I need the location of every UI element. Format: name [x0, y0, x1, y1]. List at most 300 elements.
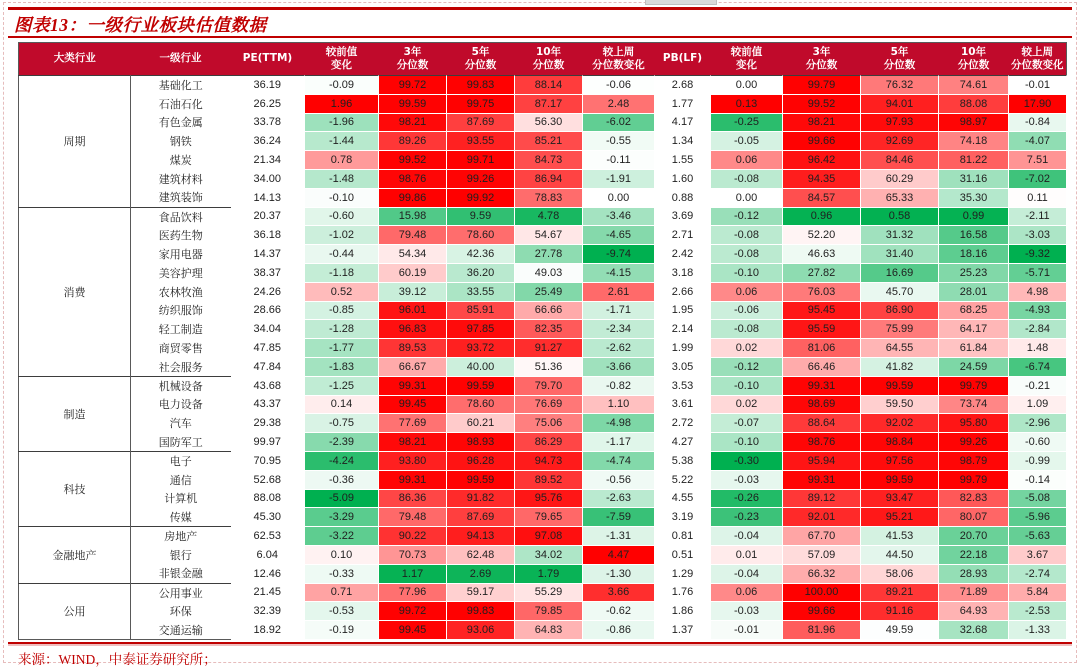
- value-cell: -0.60: [1009, 433, 1067, 452]
- value-cell: 0.00: [711, 76, 783, 95]
- industry-name: 机械设备: [131, 376, 231, 395]
- value-cell: 15.98: [379, 207, 447, 226]
- table-body: [19, 76, 1067, 640]
- value-cell: 31.40: [861, 245, 939, 264]
- table-row: [19, 602, 1067, 621]
- value-cell: 0.01: [711, 545, 783, 564]
- value-cell: 99.26: [447, 169, 515, 188]
- table-row: [19, 395, 1067, 414]
- value-cell: -5.63: [1009, 527, 1067, 546]
- value-cell: 57.09: [783, 545, 861, 564]
- value-cell: 59.50: [861, 395, 939, 414]
- value-cell: 99.45: [379, 621, 447, 640]
- value-cell: 79.65: [515, 508, 583, 527]
- column-header: 较前值 变化: [711, 43, 783, 76]
- value-cell: 88.08: [939, 94, 1009, 113]
- value-cell: 3.53: [655, 376, 711, 395]
- value-cell: 17.90: [1009, 94, 1067, 113]
- value-cell: 89.12: [783, 489, 861, 508]
- value-cell: -2.39: [305, 433, 379, 452]
- table-row: [19, 527, 1067, 546]
- value-cell: 98.76: [783, 433, 861, 452]
- value-cell: 98.76: [379, 169, 447, 188]
- value-cell: -0.82: [583, 376, 655, 395]
- value-cell: 46.63: [783, 245, 861, 264]
- value-cell: -0.10: [305, 188, 379, 207]
- value-cell: 0.06: [711, 282, 783, 301]
- value-cell: 22.18: [939, 545, 1009, 564]
- value-cell: -0.62: [583, 602, 655, 621]
- value-cell: -2.74: [1009, 564, 1067, 583]
- value-cell: 60.21: [447, 414, 515, 433]
- value-cell: 98.69: [783, 395, 861, 414]
- value-cell: 99.66: [783, 602, 861, 621]
- value-cell: 99.59: [861, 470, 939, 489]
- value-cell: 1.10: [583, 395, 655, 414]
- source-note: 来源：WIND，中泰证券研究所；: [18, 652, 217, 667]
- value-cell: 1.86: [655, 602, 711, 621]
- value-cell: -0.10: [711, 376, 783, 395]
- industry-name: 国防军工: [158, 436, 203, 449]
- value-cell: 85.21: [515, 132, 583, 151]
- value-cell: 34.04: [231, 320, 305, 339]
- value-cell: 0.58: [861, 207, 939, 226]
- value-cell: -0.19: [305, 621, 379, 640]
- value-cell: -0.12: [711, 357, 783, 376]
- industry-name: 钢铁: [169, 136, 192, 149]
- value-cell: -1.28: [305, 320, 379, 339]
- value-cell: -0.03: [711, 470, 783, 489]
- value-cell: 99.97: [231, 433, 305, 452]
- value-cell: 3.19: [655, 508, 711, 527]
- value-cell: 95.94: [783, 451, 861, 470]
- value-cell: -1.71: [583, 301, 655, 320]
- industry-name: 传媒: [169, 511, 192, 524]
- value-cell: -3.46: [583, 207, 655, 226]
- industry-name: 建筑材料: [158, 173, 203, 186]
- value-cell: -0.14: [1009, 470, 1067, 489]
- table-row: [19, 451, 1067, 470]
- value-cell: 99.72: [379, 76, 447, 95]
- industry-name: 公用事业: [131, 583, 231, 602]
- value-cell: 28.01: [939, 282, 1009, 301]
- value-cell: -0.05: [711, 132, 783, 151]
- value-cell: 0.10: [305, 545, 379, 564]
- value-cell: 76.69: [515, 395, 583, 414]
- value-cell: 33.55: [447, 282, 515, 301]
- column-header: 3年 分位数: [783, 43, 861, 76]
- value-cell: 47.85: [231, 339, 305, 358]
- value-cell: 45.30: [231, 508, 305, 527]
- value-cell: 52.68: [231, 470, 305, 489]
- value-cell: -1.44: [305, 132, 379, 151]
- value-cell: 1.34: [655, 132, 711, 151]
- value-cell: 99.83: [447, 602, 515, 621]
- value-cell: 99.31: [783, 376, 861, 395]
- industry-name: 交通运输: [158, 624, 203, 637]
- value-cell: -0.10: [711, 263, 783, 282]
- value-cell: 43.68: [231, 376, 305, 395]
- table-row: [19, 470, 1067, 489]
- value-cell: 80.07: [939, 508, 1009, 527]
- value-cell: 64.55: [861, 339, 939, 358]
- value-cell: 93.72: [447, 339, 515, 358]
- industry-name: 电力设备: [158, 399, 203, 412]
- value-cell: -3.66: [583, 357, 655, 376]
- value-cell: 66.67: [379, 357, 447, 376]
- value-cell: -0.08: [711, 245, 783, 264]
- value-cell: 99.31: [379, 470, 447, 489]
- value-cell: 97.85: [447, 320, 515, 339]
- value-cell: -0.04: [711, 527, 783, 546]
- column-header: 10年 分位数: [939, 43, 1009, 76]
- value-cell: 25.23: [939, 263, 1009, 282]
- value-cell: 1.29: [655, 564, 711, 583]
- value-cell: 56.30: [515, 113, 583, 132]
- value-cell: 1.55: [655, 151, 711, 170]
- value-cell: 99.59: [447, 470, 515, 489]
- value-cell: 66.32: [783, 564, 861, 583]
- value-cell: 81.22: [939, 151, 1009, 170]
- column-header: 较前值 变化: [305, 43, 379, 76]
- value-cell: 91.82: [447, 489, 515, 508]
- value-cell: -0.33: [305, 564, 379, 583]
- value-cell: 36.19: [231, 76, 305, 95]
- value-cell: 62.48: [447, 545, 515, 564]
- value-cell: 9.59: [447, 207, 515, 226]
- value-cell: 35.30: [939, 188, 1009, 207]
- value-cell: 6.04: [231, 545, 305, 564]
- table-row: [19, 76, 1067, 95]
- column-header: 较上周 分位数变化: [583, 43, 655, 76]
- value-cell: 94.01: [861, 94, 939, 113]
- value-cell: 99.66: [783, 132, 861, 151]
- industry-name: 家用电器: [158, 249, 203, 262]
- value-cell: -0.75: [305, 414, 379, 433]
- value-cell: -1.30: [583, 564, 655, 583]
- column-header: 大类行业: [19, 43, 131, 76]
- value-cell: 79.85: [515, 602, 583, 621]
- group-label: 制造: [19, 376, 131, 451]
- value-cell: 92.69: [861, 132, 939, 151]
- value-cell: 98.79: [939, 451, 1009, 470]
- value-cell: 95.76: [515, 489, 583, 508]
- value-cell: 95.80: [939, 414, 1009, 433]
- value-cell: 99.79: [783, 76, 861, 95]
- value-cell: 42.36: [447, 245, 515, 264]
- value-cell: 1.76: [655, 583, 711, 602]
- value-cell: 99.71: [447, 151, 515, 170]
- value-cell: 1.99: [655, 339, 711, 358]
- value-cell: 60.29: [861, 169, 939, 188]
- value-cell: 88.64: [783, 414, 861, 433]
- value-cell: 34.02: [515, 545, 583, 564]
- value-cell: -0.03: [711, 602, 783, 621]
- value-cell: 96.42: [783, 151, 861, 170]
- table-row: [19, 113, 1067, 132]
- value-cell: 89.53: [379, 339, 447, 358]
- value-cell: -2.84: [1009, 320, 1067, 339]
- value-cell: 84.57: [783, 188, 861, 207]
- value-cell: -0.21: [1009, 376, 1067, 395]
- value-cell: 75.99: [861, 320, 939, 339]
- value-cell: -0.55: [583, 132, 655, 151]
- value-cell: 65.33: [861, 188, 939, 207]
- value-cell: 93.80: [379, 451, 447, 470]
- value-cell: 1.09: [1009, 395, 1067, 414]
- value-cell: 54.67: [515, 226, 583, 245]
- value-cell: 5.38: [655, 451, 711, 470]
- value-cell: 1.96: [305, 94, 379, 113]
- value-cell: 99.79: [939, 376, 1009, 395]
- value-cell: 98.21: [783, 113, 861, 132]
- value-cell: -5.96: [1009, 508, 1067, 527]
- value-cell: 97.93: [861, 113, 939, 132]
- value-cell: 44.50: [861, 545, 939, 564]
- value-cell: 82.35: [515, 320, 583, 339]
- value-cell: 0.11: [1009, 188, 1067, 207]
- value-cell: 64.17: [939, 320, 1009, 339]
- value-cell: 27.82: [783, 263, 861, 282]
- value-cell: -0.12: [711, 207, 783, 226]
- value-cell: 4.17: [655, 113, 711, 132]
- top-divider: [8, 7, 1072, 10]
- industry-name: 商贸零售: [158, 343, 203, 356]
- value-cell: 99.59: [447, 376, 515, 395]
- table-row: [19, 545, 1067, 564]
- industry-name: 农林牧渔: [158, 286, 203, 299]
- value-cell: 95.21: [861, 508, 939, 527]
- value-cell: 0.81: [655, 527, 711, 546]
- value-cell: 86.36: [379, 489, 447, 508]
- value-cell: 66.66: [515, 301, 583, 320]
- value-cell: -4.15: [583, 263, 655, 282]
- value-cell: 99.31: [379, 376, 447, 395]
- value-cell: 97.08: [515, 527, 583, 546]
- value-cell: 3.61: [655, 395, 711, 414]
- table-row: [19, 151, 1067, 170]
- value-cell: 0.14: [305, 395, 379, 414]
- value-cell: 99.45: [379, 395, 447, 414]
- value-cell: -4.07: [1009, 132, 1067, 151]
- value-cell: 0.51: [655, 545, 711, 564]
- value-cell: 97.56: [861, 451, 939, 470]
- value-cell: -1.48: [305, 169, 379, 188]
- value-cell: 7.51: [1009, 151, 1067, 170]
- table-row: [19, 376, 1067, 395]
- value-cell: 33.78: [231, 113, 305, 132]
- top-edge-artifact: [645, 0, 717, 5]
- value-cell: 40.00: [447, 357, 515, 376]
- value-cell: 45.70: [861, 282, 939, 301]
- value-cell: 1.95: [655, 301, 711, 320]
- value-cell: -0.30: [711, 451, 783, 470]
- table-row: [19, 301, 1067, 320]
- value-cell: -0.26: [711, 489, 783, 508]
- value-cell: 96.01: [379, 301, 447, 320]
- value-cell: -4.74: [583, 451, 655, 470]
- value-cell: -7.02: [1009, 169, 1067, 188]
- value-cell: 0.13: [711, 94, 783, 113]
- value-cell: -0.07: [711, 414, 783, 433]
- value-cell: 77.96: [379, 583, 447, 602]
- value-cell: 92.02: [861, 414, 939, 433]
- group-label: 周期: [19, 76, 131, 208]
- value-cell: 36.20: [447, 263, 515, 282]
- table-row: [19, 226, 1067, 245]
- value-cell: 98.97: [939, 113, 1009, 132]
- value-cell: 43.37: [231, 395, 305, 414]
- table-row: [19, 169, 1067, 188]
- value-cell: 20.70: [939, 527, 1009, 546]
- value-cell: 2.72: [655, 414, 711, 433]
- value-cell: 41.82: [861, 357, 939, 376]
- value-cell: 0.02: [711, 339, 783, 358]
- value-cell: -4.93: [1009, 301, 1067, 320]
- value-cell: 3.67: [1009, 545, 1067, 564]
- value-cell: -1.31: [583, 527, 655, 546]
- value-cell: 0.06: [711, 583, 783, 602]
- value-cell: 21.45: [231, 583, 305, 602]
- value-cell: -0.04: [711, 564, 783, 583]
- value-cell: -0.09: [305, 76, 379, 95]
- value-cell: 93.06: [447, 621, 515, 640]
- value-cell: 99.92: [447, 188, 515, 207]
- value-cell: 5.22: [655, 470, 711, 489]
- value-cell: 99.52: [379, 151, 447, 170]
- industry-name: 社会服务: [158, 361, 203, 374]
- value-cell: -1.25: [305, 376, 379, 395]
- figure-title: 图表13：一级行业板块估值数据: [14, 15, 267, 35]
- value-cell: 1.60: [655, 169, 711, 188]
- value-cell: -0.99: [1009, 451, 1067, 470]
- value-cell: 60.19: [379, 263, 447, 282]
- value-cell: 4.98: [1009, 282, 1067, 301]
- column-header: PE(TTM): [231, 43, 305, 76]
- value-cell: 95.59: [783, 320, 861, 339]
- value-cell: 2.42: [655, 245, 711, 264]
- value-cell: 90.22: [379, 527, 447, 546]
- group-label: 科技: [19, 451, 131, 526]
- value-cell: 2.61: [583, 282, 655, 301]
- value-cell: 25.49: [515, 282, 583, 301]
- value-cell: 88.14: [515, 76, 583, 95]
- value-cell: -3.03: [1009, 226, 1067, 245]
- value-cell: -0.85: [305, 301, 379, 320]
- table-header: [19, 43, 1067, 76]
- value-cell: -1.02: [305, 226, 379, 245]
- value-cell: 79.48: [379, 226, 447, 245]
- value-cell: 93.55: [447, 132, 515, 151]
- value-cell: 39.12: [379, 282, 447, 301]
- industry-name: 食品饮料: [131, 207, 231, 226]
- value-cell: 4.78: [515, 207, 583, 226]
- value-cell: 84.73: [515, 151, 583, 170]
- value-cell: -3.22: [305, 527, 379, 546]
- value-cell: 36.18: [231, 226, 305, 245]
- value-cell: 1.48: [1009, 339, 1067, 358]
- title-divider: [8, 36, 1072, 38]
- value-cell: -1.33: [1009, 621, 1067, 640]
- industry-name: 通信: [169, 474, 192, 487]
- value-cell: -0.06: [583, 76, 655, 95]
- value-cell: -1.91: [583, 169, 655, 188]
- value-cell: 66.46: [783, 357, 861, 376]
- value-cell: -5.09: [305, 489, 379, 508]
- value-cell: 96.83: [379, 320, 447, 339]
- industry-name: 煤炭: [169, 155, 192, 168]
- value-cell: 76.32: [861, 76, 939, 95]
- value-cell: 32.68: [939, 621, 1009, 640]
- value-cell: 58.06: [861, 564, 939, 583]
- value-cell: 54.34: [379, 245, 447, 264]
- value-cell: 0.06: [711, 151, 783, 170]
- value-cell: -2.11: [1009, 207, 1067, 226]
- value-cell: 94.13: [447, 527, 515, 546]
- value-cell: 73.74: [939, 395, 1009, 414]
- value-cell: 81.06: [783, 339, 861, 358]
- industry-name: 医药生物: [158, 230, 203, 243]
- value-cell: 36.24: [231, 132, 305, 151]
- value-cell: 18.16: [939, 245, 1009, 264]
- industry-name: 建筑装饰: [158, 192, 203, 205]
- value-cell: 89.21: [861, 583, 939, 602]
- table-row: [19, 282, 1067, 301]
- value-cell: 85.91: [447, 301, 515, 320]
- table-row: [19, 94, 1067, 113]
- column-header: PB(LF): [655, 43, 711, 76]
- value-cell: 0.52: [305, 282, 379, 301]
- value-cell: 87.69: [447, 508, 515, 527]
- value-cell: 64.83: [515, 621, 583, 640]
- value-cell: 86.94: [515, 169, 583, 188]
- value-cell: 26.25: [231, 94, 305, 113]
- value-cell: 99.52: [783, 94, 861, 113]
- value-cell: -0.84: [1009, 113, 1067, 132]
- column-header: 一级行业: [131, 43, 231, 76]
- value-cell: 0.78: [305, 151, 379, 170]
- value-cell: -1.96: [305, 113, 379, 132]
- value-cell: 34.00: [231, 169, 305, 188]
- value-cell: 98.93: [447, 433, 515, 452]
- column-header: 5年 分位数: [447, 43, 515, 76]
- value-cell: 78.60: [447, 226, 515, 245]
- value-cell: 64.93: [939, 602, 1009, 621]
- value-cell: 78.60: [447, 395, 515, 414]
- value-cell: 2.69: [447, 564, 515, 583]
- value-cell: 96.28: [447, 451, 515, 470]
- value-cell: 1.79: [515, 564, 583, 583]
- table-row: [19, 339, 1067, 358]
- value-cell: 86.90: [861, 301, 939, 320]
- value-cell: 79.48: [379, 508, 447, 527]
- value-cell: 91.16: [861, 602, 939, 621]
- industry-name: 有色金属: [158, 117, 203, 130]
- industry-name: 计算机: [164, 493, 198, 506]
- value-cell: 70.73: [379, 545, 447, 564]
- group-label: 公用: [19, 583, 131, 639]
- value-cell: -9.32: [1009, 245, 1067, 264]
- column-header: 10年 分位数: [515, 43, 583, 76]
- column-header: 5年 分位数: [861, 43, 939, 76]
- value-cell: 94.73: [515, 451, 583, 470]
- value-cell: 61.84: [939, 339, 1009, 358]
- value-cell: -5.08: [1009, 489, 1067, 508]
- group-label: 消费: [19, 207, 131, 376]
- value-cell: 87.17: [515, 94, 583, 113]
- table-row: [19, 245, 1067, 264]
- value-cell: 3.05: [655, 357, 711, 376]
